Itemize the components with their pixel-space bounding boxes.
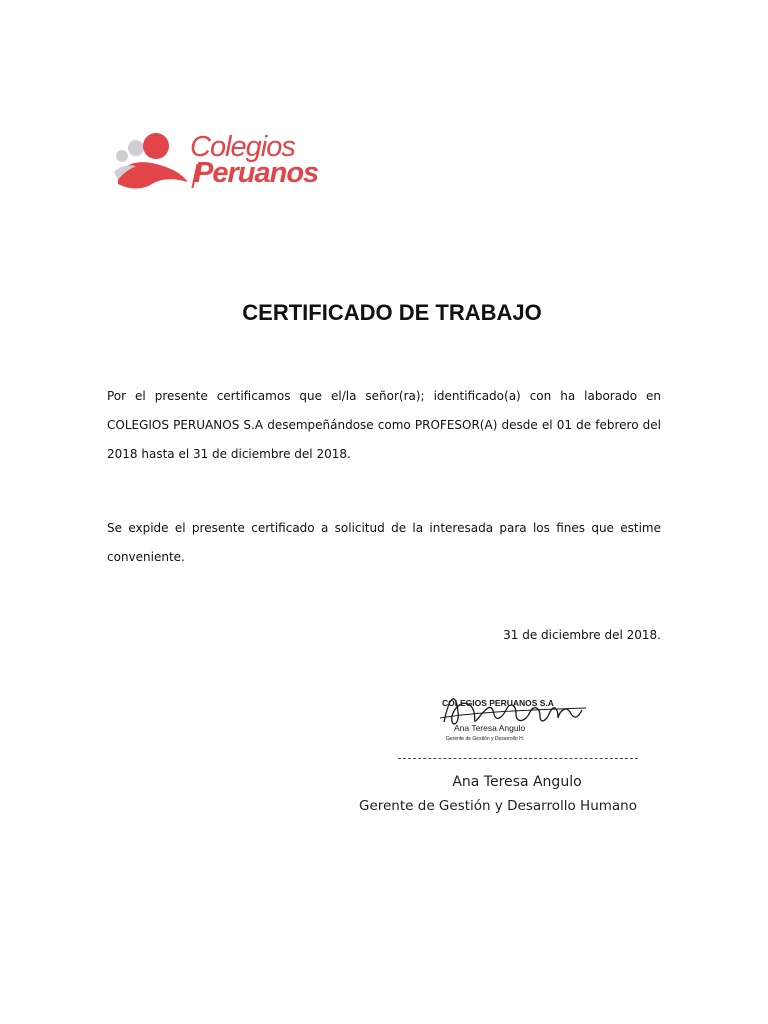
body-paragraph-1: Por el presente certificamos que el/la señor(ra); identificado(a) con ha laborado en COLEGIOS PERUANOS S.A desempeñándose como PROFESOR(A) desde el 01 de febrero del 2018 hasta el 31 de diciembre del 2018. (107, 389, 661, 461)
signer-name: Ana Teresa Angulo (452, 774, 582, 790)
signer-role: Gerente de Gestión y Desarrollo Humano (358, 798, 637, 814)
logo-wordmark (190, 131, 319, 189)
stamp-line-1: COLEGIOS PERUANOS S.A (442, 698, 554, 708)
signature-stamp-image (436, 682, 596, 752)
logo-line-2: Peruanos (194, 157, 319, 189)
logo-line-1: Colegios (190, 131, 295, 163)
stamp-line-2: Ana Teresa Angulo (454, 723, 526, 733)
document-date: 31 de diciembre del 2018. (503, 628, 661, 642)
people-logo-icon (112, 128, 192, 196)
stamp-line-3: Gerente de Gestión y Desarrollo H. (446, 736, 525, 742)
company-logo (112, 128, 352, 200)
body-paragraph-2: Se expide el presente certificado a solicitud de la interesada para los fines que estime conveniente. (107, 521, 661, 564)
signature-line (398, 758, 638, 759)
document-title: CERTIFICADO DE TRABAJO (242, 300, 542, 325)
